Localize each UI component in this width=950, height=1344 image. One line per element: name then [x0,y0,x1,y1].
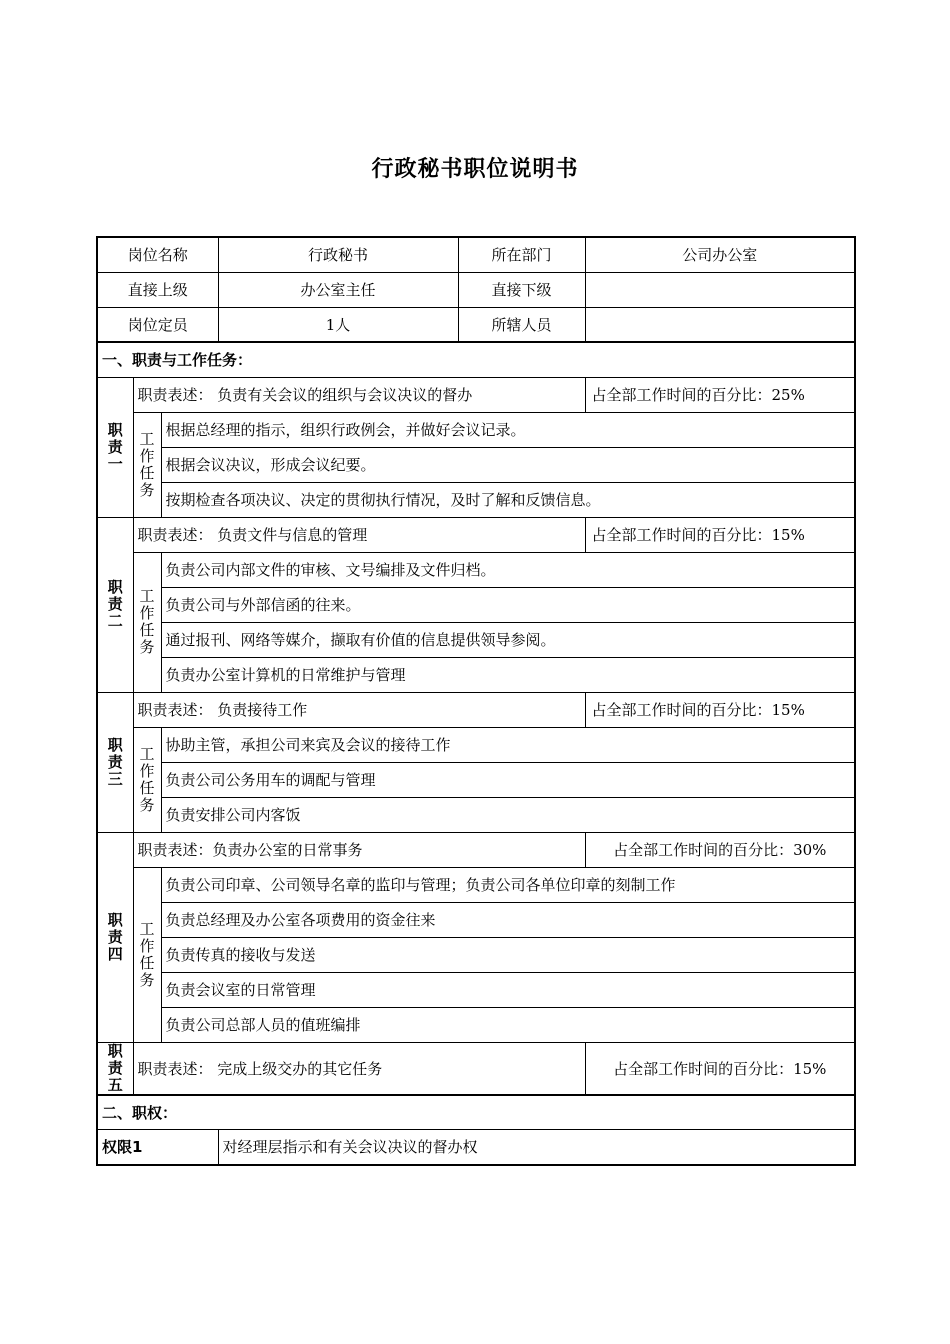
authority-row [97,1130,855,1165]
task-item: 负责公司内部文件的审核、文号编排及文件归档。 [161,552,855,587]
headcount-label: 岗位定员 [97,307,218,342]
duty-description: 职责表述： 负责接待工作 [133,692,585,727]
duty-5-label [97,1042,133,1095]
task-row [97,482,855,517]
task-item: 负责安排公司内客饭 [161,797,855,832]
task-item: 负责会议室的日常管理 [161,972,855,1007]
task-item: 根据会议决议，形成会议纪要。 [161,447,855,482]
superior-label: 直接上级 [97,272,218,307]
label-char: 务 [139,795,155,814]
task-row [97,762,855,797]
label-char: 二 [107,612,123,630]
label-char: 务 [139,480,155,499]
duty-1-desc-row [97,377,855,412]
label-char: 任 [139,778,155,797]
label-char: 责 [107,595,123,613]
header-row-3 [97,307,855,342]
task-row [97,552,855,587]
label-char: 四 [107,944,123,963]
label-char: 职 [107,910,123,929]
headcount-value: 1人 [218,307,458,342]
task-row [97,937,855,972]
label-char: 责 [107,437,123,456]
task-row [97,902,855,937]
duty-3-label [97,692,133,832]
task-row [97,657,855,692]
label-char: 工 [139,587,155,605]
label-char: 责 [107,927,123,946]
label-char: 作 [139,604,155,622]
task-item: 按期检查各项决议、决定的贯彻执行情况，及时了解和反馈信息。 [161,482,855,517]
task-row [97,622,855,657]
label-char: 职 [107,420,123,439]
task-item: 负责公司总部人员的值班编排 [161,1007,855,1042]
position-name-label: 岗位名称 [97,237,218,272]
task-item: 负责总经理及办公室各项费用的资金往来 [161,902,855,937]
task-row [97,727,855,762]
section-2-row [97,1095,855,1130]
duty-time-percentage: 占全部工作时间的百分比：25% [585,377,855,412]
department-value: 公司办公室 [585,237,855,272]
staff-value [585,307,855,342]
label-char: 作 [139,761,155,780]
task-row [97,867,855,902]
label-char: 任 [139,953,155,972]
superior-value: 办公室主任 [218,272,458,307]
task-row [97,412,855,447]
task-item: 负责公司公务用车的调配与管理 [161,762,855,797]
task-row [97,797,855,832]
duty-1-label [97,377,133,517]
label-char: 责 [107,1058,123,1077]
section-2-title: 二、职权： [97,1095,855,1130]
work-task-label [133,552,161,692]
label-char: 工 [139,919,155,938]
duty-time-percentage: 占全部工作时间的百分比：15% [585,1042,855,1095]
duty-5-desc-row [97,1042,855,1095]
duty-description: 职责表述： 负责文件与信息的管理 [133,517,585,552]
work-task-label [133,412,161,517]
label-char: 职 [107,735,123,754]
label-char: 一 [107,454,123,473]
label-char: 职 [107,578,123,596]
staff-label: 所辖人员 [458,307,585,342]
task-item: 协助主管，承担公司来宾及会议的接待工作 [161,727,855,762]
section-1-row [97,342,855,377]
work-task-label [133,727,161,832]
position-name-value: 行政秘书 [218,237,458,272]
department-label: 所在部门 [458,237,585,272]
task-item: 根据总经理的指示，组织行政例会，并做好会议记录。 [161,412,855,447]
label-char: 职 [107,1042,123,1060]
work-task-label [133,867,161,1042]
duty-description: 职责表述： 负责有关会议的组织与会议决议的督办 [133,377,585,412]
label-char: 三 [107,769,123,788]
label-char: 任 [139,463,155,482]
task-item: 负责公司印章、公司领导名章的监印与管理；负责公司各单位印章的刻制工作 [161,867,855,902]
header-row-2 [97,272,855,307]
task-row [97,587,855,622]
label-char: 任 [139,621,155,639]
task-row [97,1007,855,1042]
duty-description: 职责表述：负责办公室的日常事务 [133,832,585,867]
authority-label: 权限1 [97,1130,218,1165]
task-item: 负责办公室计算机的日常维护与管理 [161,657,855,692]
duty-3-desc-row [97,692,855,727]
authority-text: 对经理层指示和有关会议决议的督办权 [218,1130,855,1165]
duty-time-percentage: 占全部工作时间的百分比：30% [585,832,855,867]
label-char: 工 [139,744,155,763]
label-char: 作 [139,936,155,955]
label-char: 务 [139,970,155,989]
task-item: 通过报刊、网络等媒介，撷取有价值的信息提供领导参阅。 [161,622,855,657]
duty-time-percentage: 占全部工作时间的百分比：15% [585,692,855,727]
duty-time-percentage: 占全部工作时间的百分比：15% [585,517,855,552]
duty-4-label [97,832,133,1042]
task-item: 负责传真的接收与发送 [161,937,855,972]
duty-4-desc-row [97,832,855,867]
label-char: 工 [139,429,155,448]
section-1-title: 一、职责与工作任务： [97,342,855,377]
label-char: 务 [139,638,155,656]
task-row [97,972,855,1007]
job-description-table [96,236,856,1166]
label-char: 五 [107,1075,123,1094]
duty-description: 职责表述： 完成上级交办的其它任务 [133,1042,585,1095]
task-item: 负责公司与外部信函的往来。 [161,587,855,622]
task-row [97,447,855,482]
label-char: 责 [107,752,123,771]
page-title: 行政秘书职位说明书 [371,157,579,182]
duty-2-label [97,517,133,692]
subordinate-label: 直接下级 [458,272,585,307]
header-row-1 [97,237,855,272]
duty-2-desc-row [97,517,855,552]
label-char: 作 [139,446,155,465]
subordinate-value [585,272,855,307]
